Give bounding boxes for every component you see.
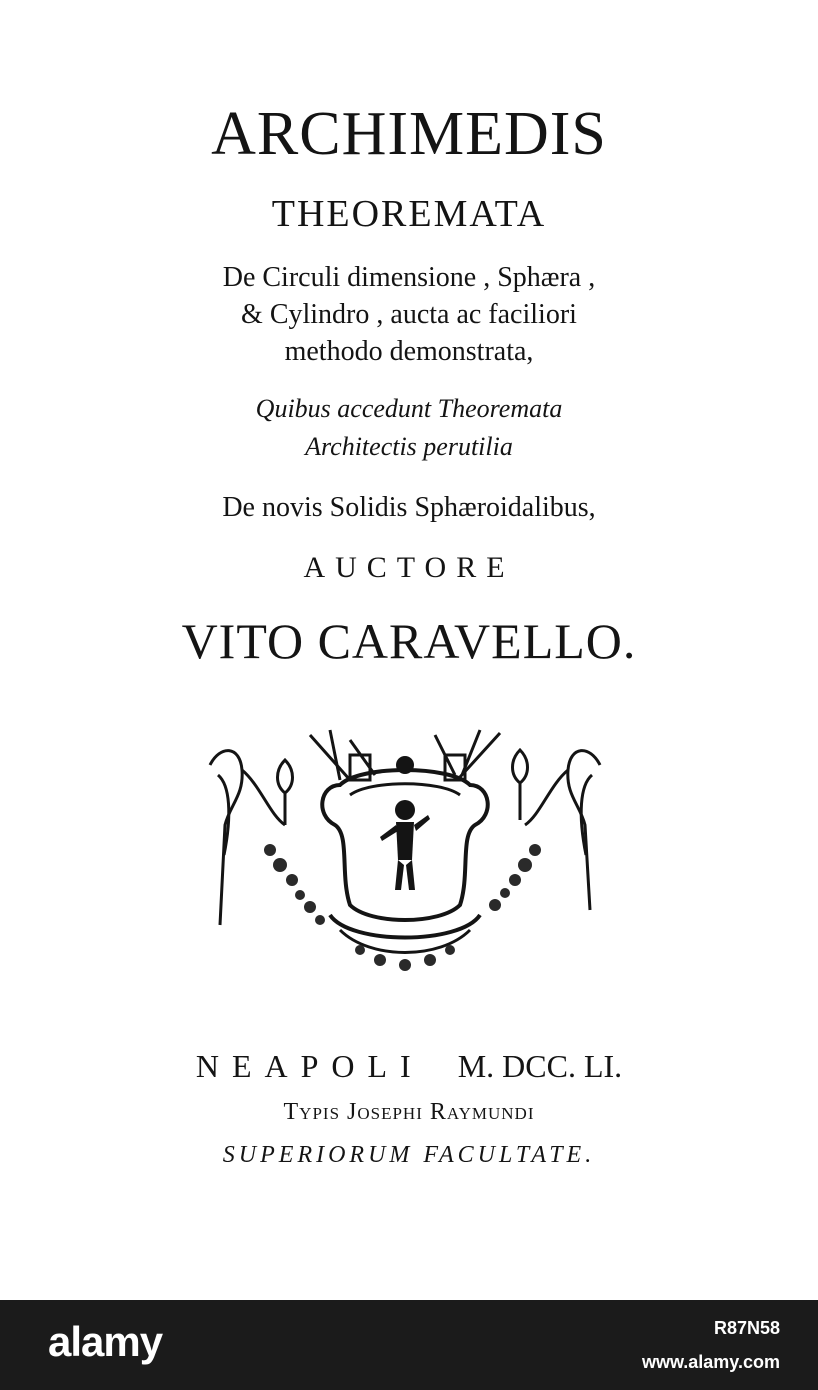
book-title: ARCHIMEDIS — [211, 100, 607, 168]
book-subtitle: THEOREMATA — [271, 193, 547, 235]
image-id: R87N58 — [713, 1318, 780, 1338]
imprint-city: NEAPOLI — [195, 1048, 424, 1084]
printers-ornament — [200, 725, 610, 980]
printer-line: Typis Josephi Raymundi — [283, 1099, 535, 1125]
italic-line-2: Architectis perutilia — [305, 432, 513, 461]
imprint-line — [0, 1045, 818, 1087]
author-name: VITO CARAVELLO. — [181, 613, 637, 669]
italic-line-1: Quibus accedunt Theoremata — [255, 394, 563, 423]
brand-logo: alamy — [48, 1318, 163, 1365]
imprint-year: M. DCC. LI. — [457, 1048, 623, 1084]
description-line-3: methodo demonstrata, — [284, 336, 534, 367]
watermark-bar — [0, 1300, 818, 1390]
description-line-1: De Circuli dimensione , Sphæra , — [222, 262, 596, 293]
site-url: www.alamy.com — [641, 1352, 780, 1372]
auctore-label: AUCTORE — [303, 551, 515, 584]
solids-line: De novis Solidis Sphæroidalibus, — [222, 492, 596, 523]
description-line-2: & Cylindro , aucta ac faciliori — [241, 299, 577, 330]
permission-line: SUPERIORUM FACULTATE. — [222, 1142, 596, 1168]
